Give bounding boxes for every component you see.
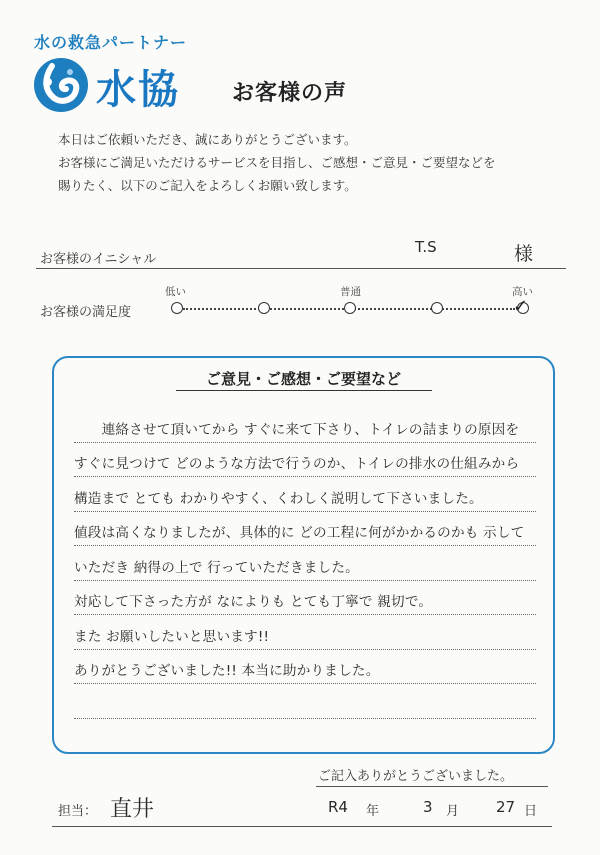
date-year-unit: 年 [366, 804, 380, 819]
date-month[interactable]: 3 [423, 798, 433, 816]
feedback-line [74, 477, 536, 512]
satisfaction-option-2[interactable] [258, 302, 270, 314]
staff-label: 担当： [58, 804, 98, 819]
feedback-title-underline [176, 390, 432, 391]
feedback-text-area[interactable] [74, 408, 536, 719]
initials-value[interactable]: T.S [415, 238, 437, 256]
date-month-unit: 月 [446, 804, 460, 819]
thanks-message: ご記入ありがとうございました。 [318, 769, 514, 784]
scale-mid-label: 普通 [340, 286, 361, 298]
scale-high-label: 高い [512, 286, 533, 298]
feedback-line [74, 684, 536, 719]
staff-name[interactable]: 直井 [110, 797, 155, 822]
satisfaction-check-icon: ✓ [513, 296, 529, 317]
form-title: お客様の声 [232, 81, 348, 106]
feedback-line [74, 650, 536, 685]
intro-text [58, 128, 496, 197]
intro-line: お客様にご満足いただけるサービスを目指し、ご感想・ご意見・ご要望などを [58, 155, 496, 170]
feedback-line-text: 構造まで とても わかりやすく、くわしく説明して下さいました。 [74, 490, 483, 507]
feedback-line-text: ありがとうございました!! 本当に助かりました。 [74, 663, 380, 679]
feedback-line-text: また お願いしたいと思います!! [74, 628, 270, 645]
initials-label: お客様のイニシャル [40, 252, 157, 267]
feedback-line-text: 値段は高くなりましたが、具体的に どの工程に何がかかるのかも 示して [74, 525, 525, 541]
brand-logo-text: 水協 [96, 66, 180, 113]
brand-tagline: 水の救急パートナー [34, 33, 188, 52]
satisfaction-option-1[interactable] [171, 302, 183, 314]
satisfaction-option-4[interactable] [431, 302, 443, 314]
feedback-title: ご意見・ご感想・ご要望など [205, 370, 401, 388]
feedback-line [74, 546, 536, 581]
feedback-line [74, 512, 536, 547]
water-drop-logo-icon [32, 56, 90, 114]
scale-low-label: 低い [165, 286, 186, 298]
footer-underline [52, 826, 552, 827]
date-year[interactable]: R4 [328, 798, 348, 816]
intro-line: 本日はご依頼いただき、誠にありがとうございます。 [58, 132, 357, 147]
satisfaction-option-3[interactable] [344, 302, 356, 314]
thanks-underline [316, 786, 548, 787]
date-day[interactable]: 27 [496, 798, 516, 816]
feedback-line-text: いただき 納得の上で 行っていただきました。 [74, 559, 359, 576]
intro-line: 賜りたく、以下のご記入をよろしくお願い致します。 [58, 178, 357, 193]
feedback-line [74, 408, 536, 443]
initials-underline [36, 268, 566, 269]
feedback-line-text: 連絡させて頂いてから すぐに来て下さり、トイレの詰まりの原因を [74, 421, 520, 438]
feedback-line [74, 443, 536, 478]
feedback-line [74, 581, 536, 616]
date-day-unit: 日 [524, 804, 538, 819]
feedback-line-text: すぐに見つけて どのような方法で行うのか、トイレの排水の仕組みから [74, 456, 520, 472]
feedback-line [74, 615, 536, 650]
honorific: 様 [514, 243, 534, 265]
satisfaction-label: お客様の満足度 [40, 305, 132, 320]
feedback-line-text: 対応して下さった方が なによりも とても丁寧で 親切で。 [74, 594, 433, 610]
